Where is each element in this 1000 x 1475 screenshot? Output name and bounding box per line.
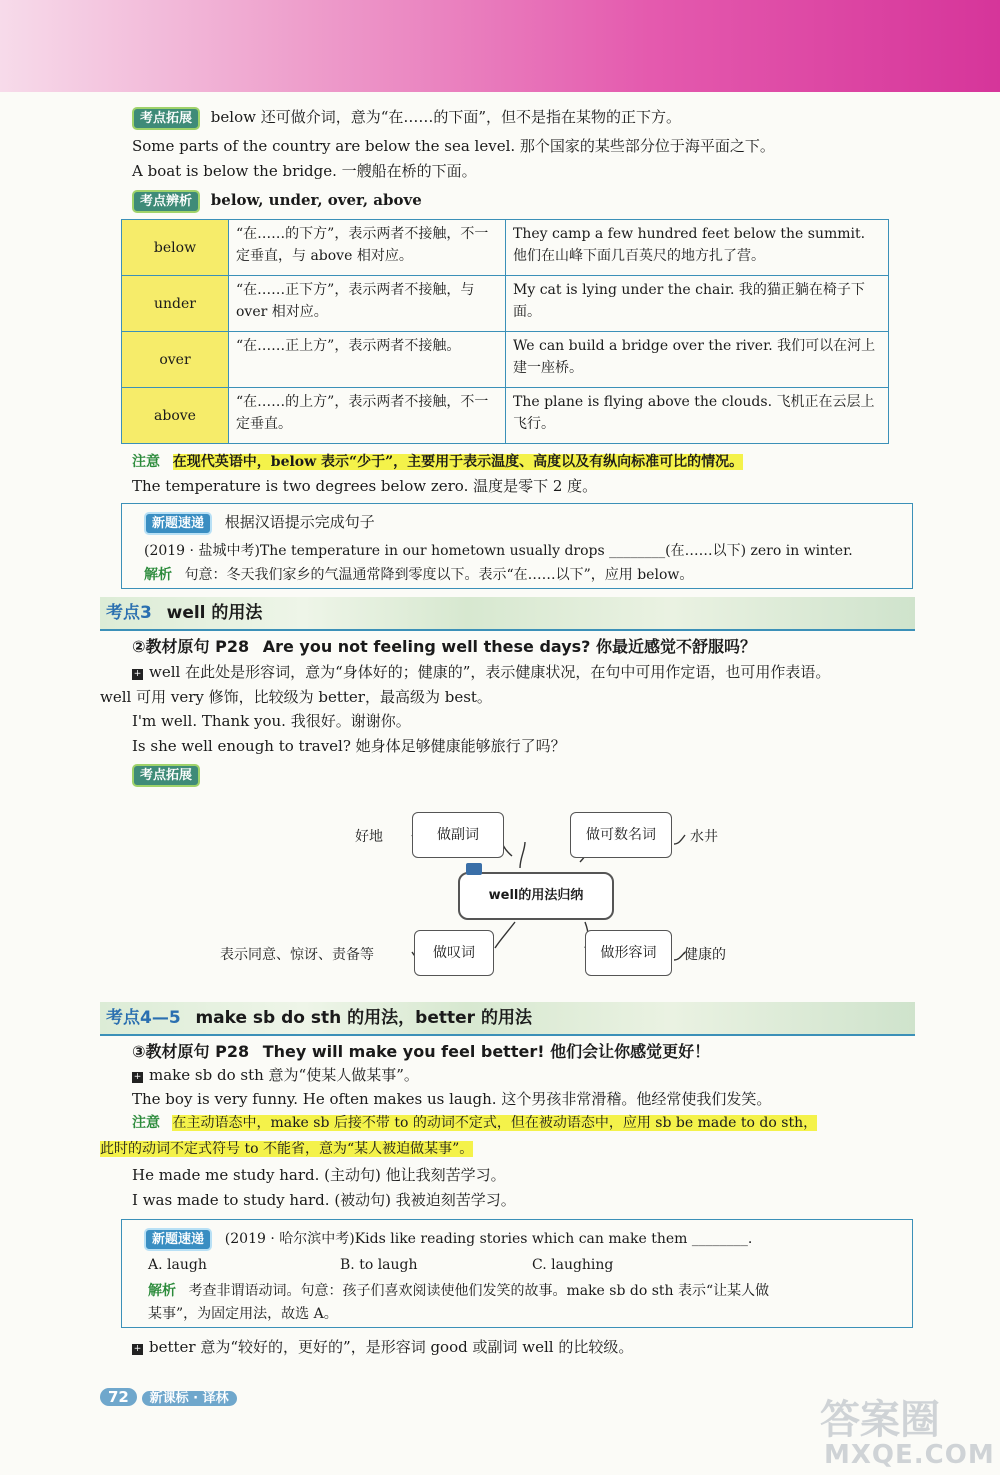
watermark-url: MXQE.COM (824, 1440, 995, 1470)
note-label: 注意 (132, 1115, 160, 1131)
table-row (122, 388, 889, 444)
example-sentence: I'm well. Thank you. 我很好。谢谢你。 (132, 712, 411, 730)
textbook-sentence (132, 1039, 710, 1062)
example-sentence: Is she well enough to travel? 她身体足够健康能够旅行了吗？ (132, 737, 566, 755)
note-block (132, 450, 743, 473)
mindmap-meaning-adv: 好地 (355, 829, 383, 845)
comparison-table (121, 219, 889, 444)
option-c: C. laughing (532, 1257, 614, 1273)
analysis-label: 解析 (144, 567, 172, 583)
meaning-cell: “在……的上方”，表示两者不接触，不一定垂直。 (229, 388, 506, 444)
option-b: B. to laugh (340, 1257, 418, 1273)
explanation (132, 1064, 419, 1086)
example-cell: My cat is lying under the chair. 我的猫正躺在椅子下面。 (506, 276, 889, 332)
distinguish-words: below, under, over, above (210, 191, 422, 209)
watermark-logo: 答案圈 (820, 1397, 940, 1443)
plus-icon: + (133, 669, 142, 679)
extend-intro: below 还可做介词，意为“在……的下面”，但不是指在某物的正下方。 (210, 108, 682, 126)
mindmap-node-noun: 做可数名词 (570, 812, 672, 858)
option-a: A. laugh (148, 1257, 207, 1273)
mindmap-meaning-noun: 水井 (690, 829, 718, 845)
analysis-text-line1: 考查非谓语动词。句意：孩子们喜欢阅读使他们发笑的故事。make sb do sth 表示“让某人做 (188, 1283, 770, 1299)
word-cell: above (122, 388, 229, 444)
page-number: 72 (100, 1388, 137, 1406)
question-text: (2019 · 盐城中考)The temperature in our hometown usually drops ________(在……以下) zero in winter. (144, 543, 853, 559)
section-title: well 的用法 (166, 603, 263, 623)
example-cell: They camp a few hundred feet below the summit. 他们在山峰下面几百英尺的地方扎了营。 (506, 220, 889, 276)
extend-block (132, 106, 681, 130)
explanation-continued: well 可用 very 修饰，比较级为 better，最高级为 best。 (100, 688, 492, 706)
mindmap-meaning-interj: 表示同意、惊讶、责备等 (220, 947, 374, 963)
word-cell: below (122, 220, 229, 276)
explanation-text: make sb do sth 意为“使某人做某事”。 (149, 1066, 419, 1084)
example-sentence: Some parts of the country are below the sea level. 那个国家的某些部分位于海平面之下。 (132, 137, 775, 155)
analysis-text: 句意：冬天我们家乡的气温通常降到零度以下。表示“在……以下”，应用 below。 (184, 567, 694, 583)
page-footer (100, 1387, 237, 1406)
plus-icon: + (133, 1072, 142, 1082)
example-sentence: The temperature is two degrees below zero. 温度是零下 2 度。 (132, 477, 598, 495)
analysis-text-line2: 某事”，为固定用法，故选 A。 (148, 1306, 338, 1322)
example-sentence: He made me study hard. (主动句) 他让我刻苦学习。 (132, 1166, 506, 1184)
meaning-cell: “在……正下方”，表示两者不接触，与 over 相对应。 (229, 276, 506, 332)
plus-icon: + (133, 1344, 142, 1354)
note-label: 注意 (132, 454, 160, 470)
example-cell: We can build a bridge over the river. 我们可以在河上建一座桥。 (506, 332, 889, 388)
sentence-number: ②教材原句 P28 (132, 637, 250, 656)
options-row (148, 1257, 613, 1273)
better-text: better 意为“较好的，更好的”，是形容词 good 或副词 well 的比较级。 (149, 1338, 634, 1356)
sentence-text: Are you not feeling well these days? 你最近感觉不舒服吗？ (262, 637, 757, 656)
new-question-box (121, 1219, 913, 1328)
question-instruction: 根据汉语提示完成句子 (224, 513, 375, 531)
word-cell: under (122, 276, 229, 332)
extend-tag: 考点拓展 (132, 764, 200, 787)
top-banner (0, 0, 1000, 92)
section-label: 考点4—5 (106, 1008, 181, 1028)
extend-tag-2 (132, 764, 200, 787)
sentence-number: ③教材原句 P28 (132, 1042, 250, 1061)
explanation (132, 661, 830, 683)
note-block (132, 1112, 817, 1134)
mindmap-node-adv: 做副词 (412, 812, 504, 858)
mindmap-meaning-adj: 健康的 (684, 947, 726, 963)
example-sentence: The boy is very funny. He often makes us laugh. 这个男孩非常滑稽。他经常使我们发笑。 (132, 1090, 772, 1108)
example-cell: The plane is flying above the clouds. 飞机正在云层上飞行。 (506, 388, 889, 444)
word-cell: over (122, 332, 229, 388)
distinguish-block (132, 189, 422, 213)
note-text-line2 (100, 1138, 473, 1160)
mindmap-node-adj: 做形容词 (585, 930, 672, 976)
explanation-text: well 在此处是形容词，意为“身体好的；健康的”，表示健康状况，在句中可用作定语，也可用作表语。 (149, 663, 831, 681)
note-text: 在现代英语中，below 表示“少于”，主要用于表示温度、高度以及有纵向标准可比的情况。 (172, 454, 744, 470)
note-text-line2-content: 此时的动词不定式符号 to 不能省，意为“某人被迫做某事”。 (100, 1141, 474, 1157)
speech-bubble-icon (466, 863, 482, 875)
table-row (122, 332, 889, 388)
series-name: 新课标 · 译林 (142, 1391, 237, 1406)
question-text: (2019 · 哈尔滨中考)Kids like reading stories which can make them ________. (224, 1231, 753, 1247)
mindmap-center: well的用法归纳 (458, 872, 614, 920)
section-label: 考点3 (106, 603, 152, 623)
example-sentence: I was made to study hard. (被动句) 我被迫刻苦学习。 (132, 1191, 516, 1209)
section-header (100, 597, 915, 631)
new-question-tag: 新题速递 (144, 512, 212, 535)
table-row (122, 220, 889, 276)
sentence-text: They will make you feel better! 他们会让你感觉更好！ (262, 1042, 711, 1061)
meaning-cell: “在……的下方”，表示两者不接触，不一定垂直，与 above 相对应。 (229, 220, 506, 276)
new-question-tag: 新题速递 (144, 1228, 212, 1251)
example-sentence: A boat is below the bridge. 一艘船在桥的下面。 (132, 162, 477, 180)
new-question-box (121, 503, 913, 589)
note-text-line1: 在主动语态中，make sb 后接不带 to 的动词不定式，但在被动语态中，应用 sb be made to do sth， (172, 1115, 818, 1131)
section-header (100, 1002, 915, 1036)
mindmap-node-interj: 做叹词 (414, 930, 494, 976)
analysis-label: 解析 (148, 1283, 176, 1299)
table-row (122, 276, 889, 332)
textbook-sentence (132, 634, 756, 657)
extend-tag: 考点拓展 (132, 107, 200, 130)
better-explanation (132, 1336, 633, 1358)
meaning-cell: “在……正上方”，表示两者不接触。 (229, 332, 506, 388)
distinguish-tag: 考点辨析 (132, 190, 200, 213)
section-title: make sb do sth 的用法，better 的用法 (195, 1008, 532, 1028)
